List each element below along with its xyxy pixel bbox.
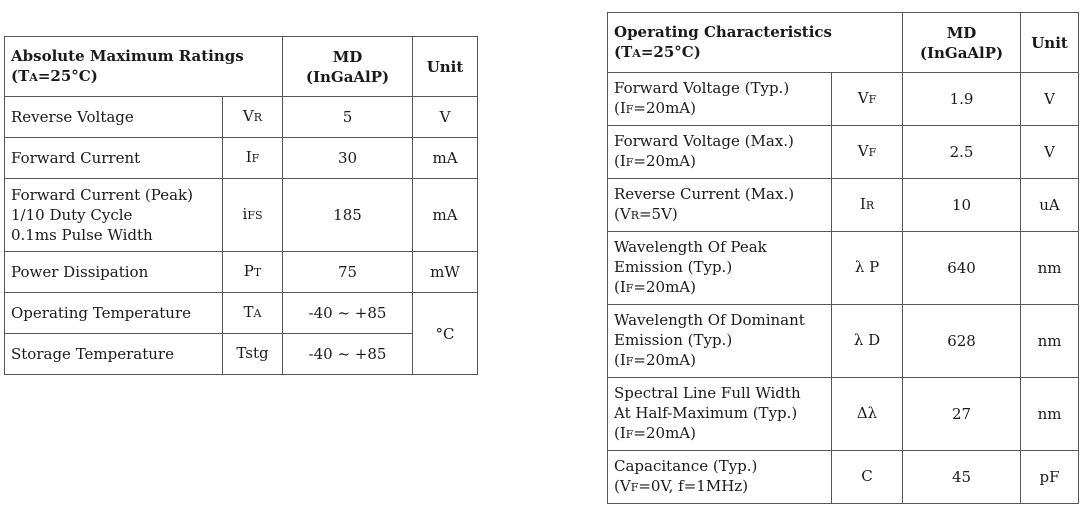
symbol-cell [832, 232, 903, 305]
condition-suffix: =20mA) [633, 278, 696, 296]
parameter-line: Emission (Typ.) [614, 258, 733, 276]
table-row [608, 179, 1079, 232]
md-column-header: MD (InGaAlP) [283, 37, 413, 97]
value-cell: 640 [903, 232, 1021, 305]
table-condition: (TA=25°C) [614, 42, 701, 61]
symbol-subscript: F [868, 93, 877, 106]
symbol-main: i [242, 205, 248, 223]
md-column-header: MD (InGaAlP) [903, 13, 1021, 73]
symbol-cell [832, 73, 903, 126]
value-cell: 27 [903, 378, 1021, 451]
condition-subscript: F [630, 481, 639, 494]
unit-cell: V [1021, 73, 1079, 126]
condition-prefix: (V [614, 477, 631, 495]
table-row [5, 97, 478, 138]
symbol-subscript: FS [247, 209, 263, 222]
table-row [608, 73, 1079, 126]
parameter-cell [5, 179, 223, 252]
condition-suffix: =20mA) [633, 99, 696, 117]
condition-subscript: F [625, 156, 634, 169]
parameter-line: Forward Voltage (Max.) [614, 132, 794, 150]
value-cell: -40 ~ +85 [283, 293, 413, 334]
unit-cell: mW [413, 252, 478, 293]
parameter-line: Storage Temperature [11, 345, 174, 363]
test-condition [614, 98, 825, 120]
parameter-line: Operating Temperature [11, 304, 192, 322]
symbol-subscript: T [253, 266, 262, 279]
table-title-cell [5, 37, 283, 97]
condition-subscript: F [625, 103, 634, 116]
unit-cell: °C [413, 293, 478, 375]
symbol-subscript: A [253, 307, 262, 320]
value-cell: 30 [283, 138, 413, 179]
parameter-line: Emission (Typ.) [614, 331, 733, 349]
symbol-main: V [857, 89, 869, 107]
condition-prefix: (I [614, 351, 626, 369]
unit-cell: mA [413, 179, 478, 252]
table-row [5, 179, 478, 252]
symbol-cell [223, 334, 283, 375]
symbol-cell [223, 252, 283, 293]
condition-prefix: (I [614, 152, 626, 170]
symbol-main: I [245, 148, 252, 166]
condition-prefix: (V [614, 205, 631, 223]
condition-suffix: =0V, f=1MHz) [638, 477, 749, 495]
value-cell: 2.5 [903, 126, 1021, 179]
parameter-line: Reverse Current (Max.) [614, 185, 795, 203]
parameter-line: Wavelength Of Dominant [614, 311, 805, 329]
parameter-line: Reverse Voltage [11, 108, 134, 126]
parameter-cell [5, 334, 223, 375]
test-condition [614, 151, 825, 173]
symbol-main: λ D [853, 331, 881, 349]
parameter-cell [608, 378, 832, 451]
condition-prefix: (I [614, 278, 626, 296]
symbol-cell [223, 97, 283, 138]
unit-cell: nm [1021, 305, 1079, 378]
test-condition [614, 423, 825, 445]
symbol-cell [832, 126, 903, 179]
parameter-line: Power Dissipation [11, 263, 149, 281]
condition-subscript: F [625, 282, 634, 295]
symbol-cell [223, 179, 283, 252]
symbol-main: V [242, 107, 254, 125]
parameter-line: 0.1ms Pulse Width [11, 226, 153, 244]
parameter-cell [608, 305, 832, 378]
table-row [5, 293, 478, 334]
table-title: Operating Characteristics [614, 22, 833, 41]
value-cell: 10 [903, 179, 1021, 232]
unit-column-header: Unit [413, 37, 478, 97]
table-title-cell [608, 13, 903, 73]
condition-subscript: F [625, 428, 634, 441]
test-condition [614, 277, 825, 299]
condition-suffix: =20mA) [633, 152, 696, 170]
symbol-subscript: R [253, 111, 263, 124]
unit-cell: mA [413, 138, 478, 179]
parameter-line: 1/10 Duty Cycle [11, 206, 133, 224]
test-condition [614, 350, 825, 372]
parameter-cell [608, 232, 832, 305]
condition-prefix: (I [614, 99, 626, 117]
symbol-subscript: F [868, 146, 877, 159]
parameter-cell [608, 73, 832, 126]
parameter-cell [608, 179, 832, 232]
value-cell: 628 [903, 305, 1021, 378]
symbol-subscript: R [865, 199, 875, 212]
table-condition: (TA=25°C) [11, 66, 98, 85]
parameter-cell [5, 97, 223, 138]
symbol-cell [223, 293, 283, 334]
unit-cell: nm [1021, 232, 1079, 305]
table-row [5, 138, 478, 179]
unit-cell: uA [1021, 179, 1079, 232]
condition-suffix: =5V) [638, 205, 678, 223]
table-row [608, 232, 1079, 305]
condition-suffix: =20mA) [633, 424, 696, 442]
parameter-cell [5, 293, 223, 334]
unit-cell: V [413, 97, 478, 138]
absolute-maximum-ratings-table [4, 36, 478, 375]
parameter-line: Forward Voltage (Typ.) [614, 79, 790, 97]
operating-characteristics-table [607, 12, 1079, 504]
table-row [608, 305, 1079, 378]
parameter-line: Spectral Line Full Width [614, 384, 801, 402]
table-title: Absolute Maximum Ratings [11, 46, 244, 65]
condition-prefix: (I [614, 424, 626, 442]
parameter-cell [5, 138, 223, 179]
value-cell: 75 [283, 252, 413, 293]
value-cell: -40 ~ +85 [283, 334, 413, 375]
symbol-main: V [857, 142, 869, 160]
value-cell: 45 [903, 451, 1021, 504]
parameter-line: Capacitance (Typ.) [614, 457, 758, 475]
symbol-main: Tstg [236, 344, 269, 362]
symbol-main: I [859, 195, 866, 213]
value-cell: 185 [283, 179, 413, 252]
symbol-main: λ P [854, 258, 880, 276]
unit-cell: pF [1021, 451, 1079, 504]
table-row [608, 378, 1079, 451]
symbol-cell [832, 305, 903, 378]
test-condition [614, 476, 825, 498]
symbol-cell [832, 179, 903, 232]
table-row [5, 334, 478, 375]
table-row [5, 252, 478, 293]
parameter-line: At Half-Maximum (Typ.) [614, 404, 798, 422]
symbol-subscript: F [251, 152, 260, 165]
condition-subscript: F [625, 355, 634, 368]
symbol-cell [223, 138, 283, 179]
symbol-cell [832, 451, 903, 504]
table-header-row [5, 37, 478, 97]
unit-cell: V [1021, 126, 1079, 179]
symbol-main: P [243, 262, 254, 280]
unit-column-header: Unit [1021, 13, 1079, 73]
symbol-main: C [861, 467, 873, 485]
parameter-cell [608, 451, 832, 504]
table-row [608, 451, 1079, 504]
symbol-main: Δλ [856, 404, 878, 422]
table-header-row [608, 13, 1079, 73]
test-condition [614, 204, 825, 226]
parameter-cell [5, 252, 223, 293]
value-cell: 1.9 [903, 73, 1021, 126]
parameter-line: Wavelength Of Peak [614, 238, 767, 256]
unit-cell: nm [1021, 378, 1079, 451]
condition-subscript: R [630, 209, 639, 222]
value-cell: 5 [283, 97, 413, 138]
symbol-main: T [243, 303, 254, 321]
parameter-line: Forward Current (Peak) [11, 186, 193, 204]
parameter-cell [608, 126, 832, 179]
table-row [608, 126, 1079, 179]
condition-suffix: =20mA) [633, 351, 696, 369]
parameter-line: Forward Current [11, 149, 141, 167]
symbol-cell [832, 378, 903, 451]
